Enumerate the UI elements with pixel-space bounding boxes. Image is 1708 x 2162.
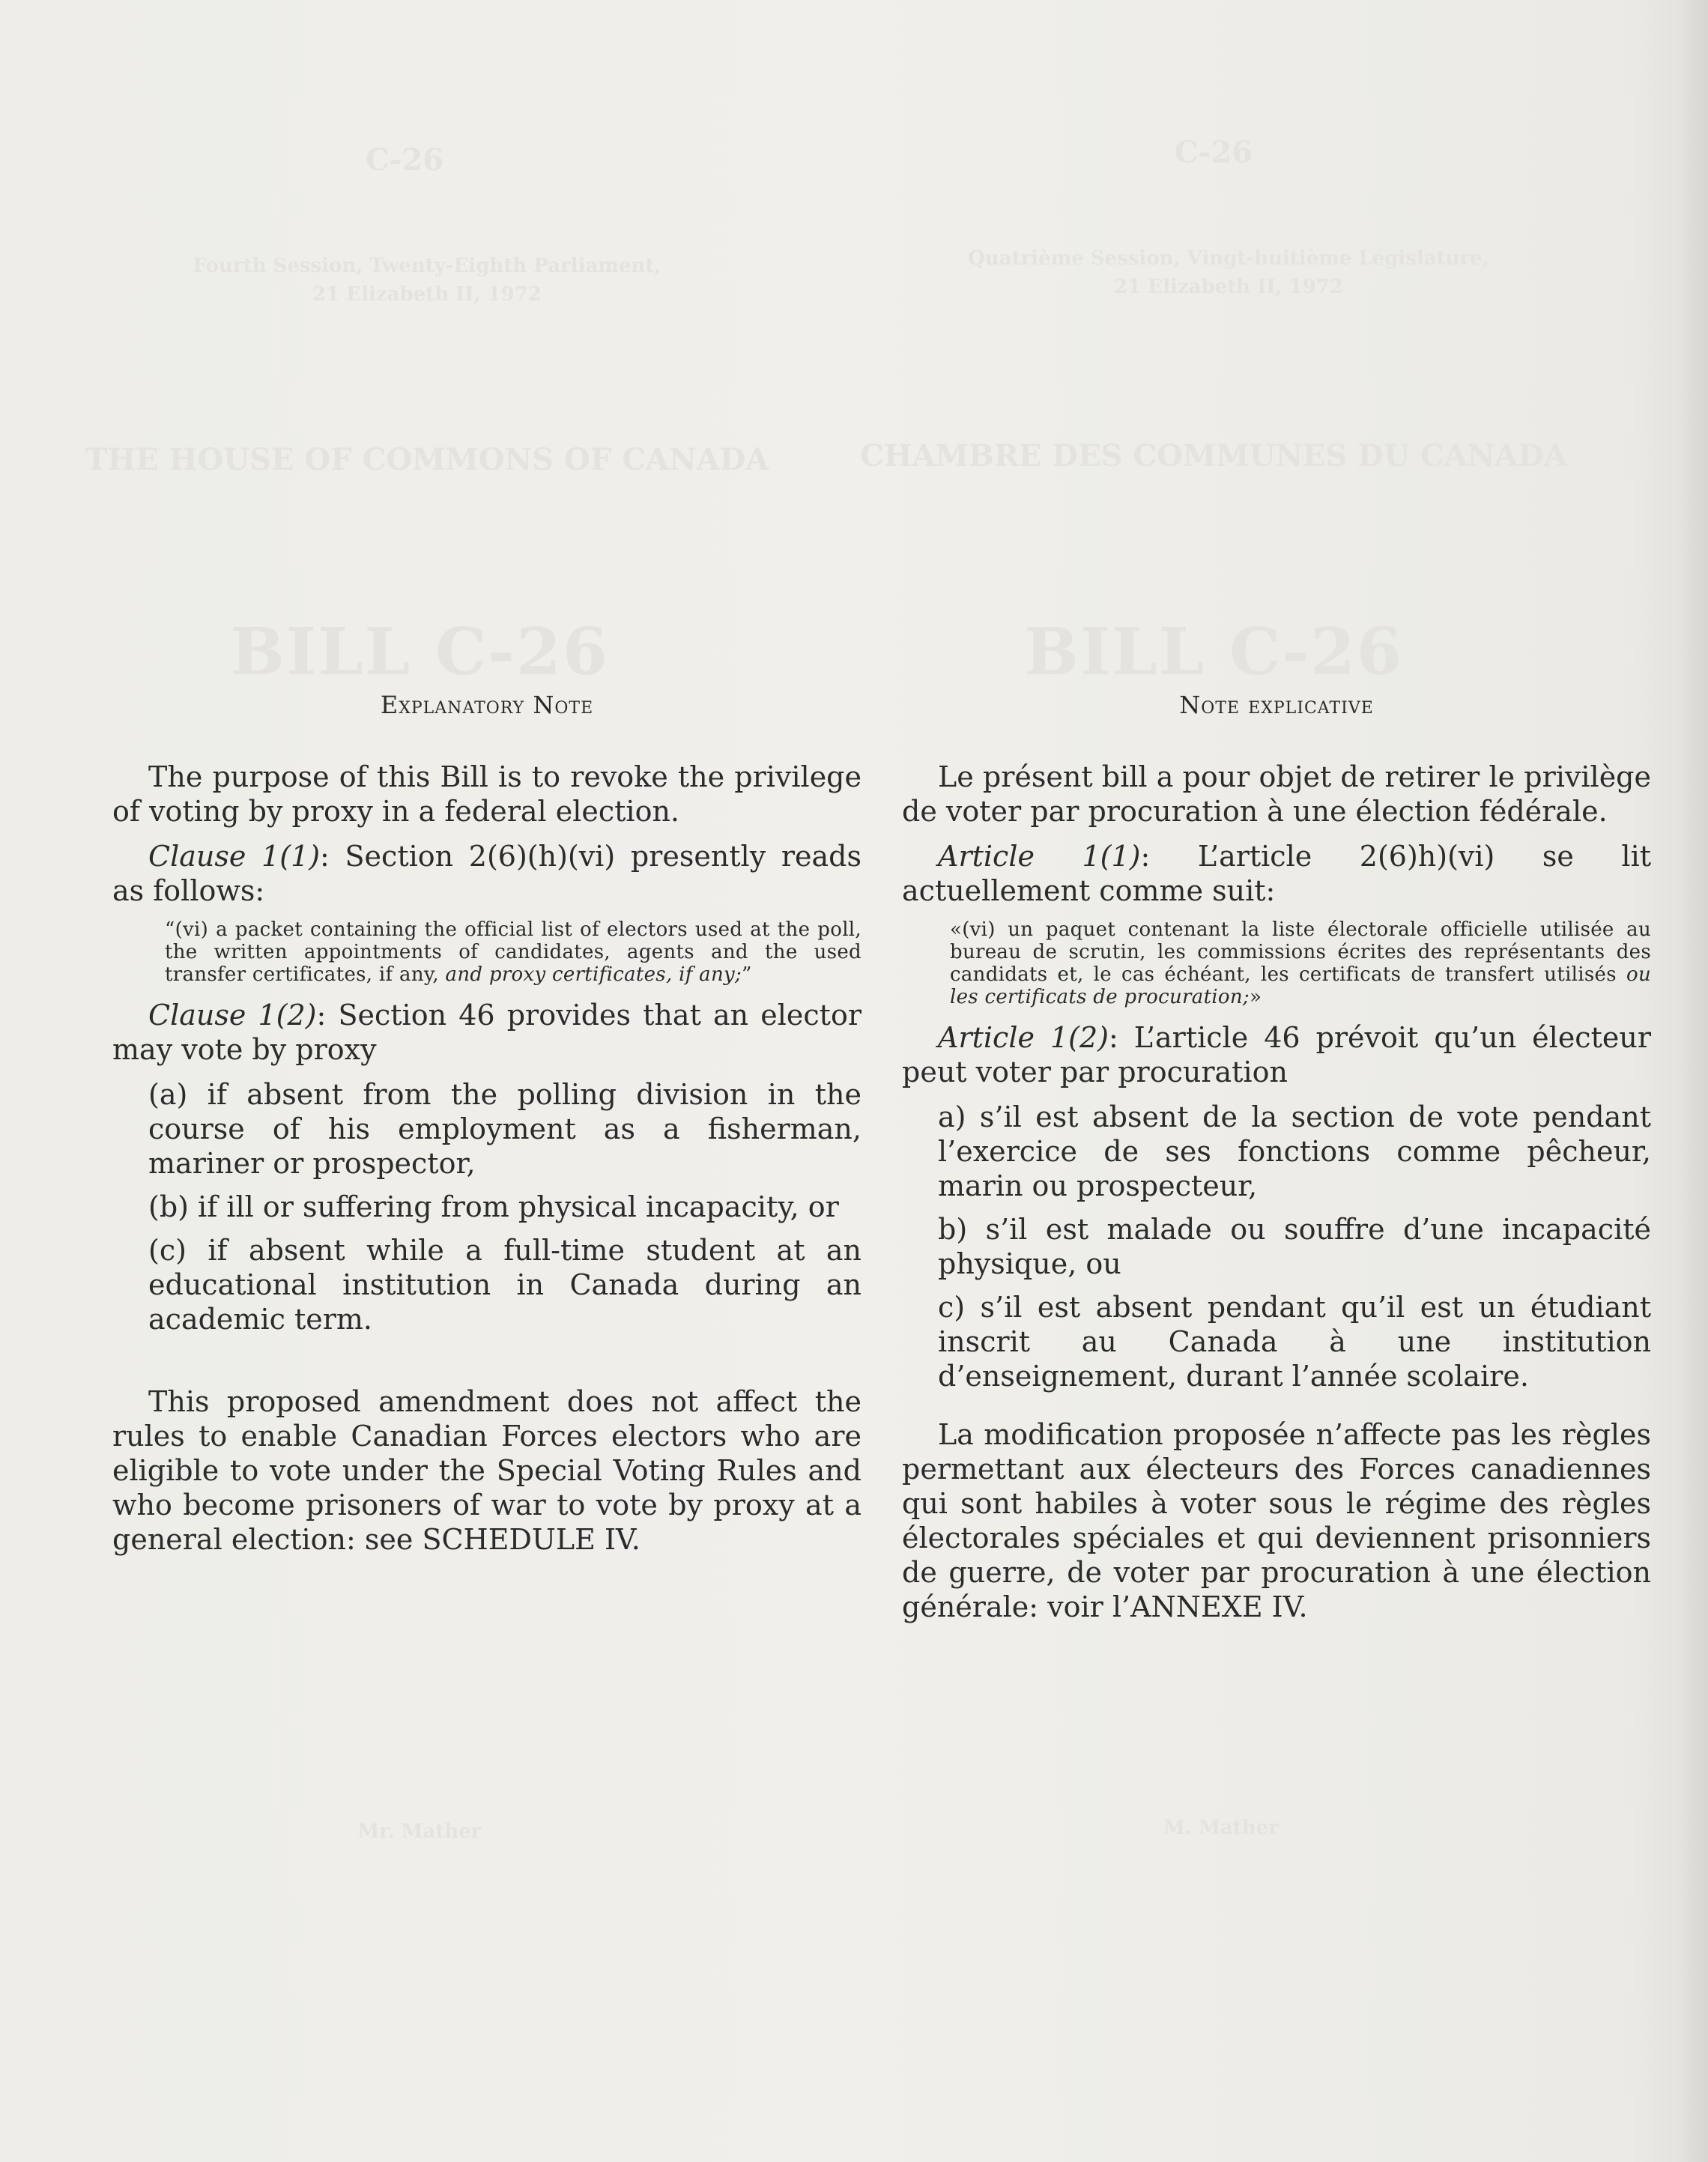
- alinea-c: c) s’il est absent pendant qu’il est un étudiant inscrit au Canada à une institution d’enseignement, durant l’année scolaire.: [938, 1291, 1651, 1393]
- item-a: (a) if absent from the polling division in the course of his employment as a fisherman, mariner or prospector,: [148, 1078, 861, 1180]
- article-1-1-text: : L’article 2(6)h)(vi) se lit actuellement comme suit:: [902, 840, 1651, 907]
- spacer: [902, 1402, 1651, 1417]
- quoted-provision-close: ”: [742, 963, 752, 986]
- clause-1-2-text: : Section 46 provides that an elector may vote by proxy: [112, 999, 861, 1066]
- article-1-2-paragraph: [902, 1020, 1651, 1089]
- ghost-member-left: Mr. Mather: [357, 1820, 482, 1843]
- purpose-paragraph: The purpose of this Bill is to revoke the privilege of voting by proxy in a federal election.: [112, 760, 861, 828]
- ghost-session-right: Quatrième Session, Vingt-huitième Législature,: [968, 247, 1489, 270]
- objet-paragraph: Le présent bill a pour objet de retirer le privilège de voter par procuration à une élection fédérale.: [902, 760, 1651, 828]
- alinea-a: a) s’il est absent de la section de vote pendant l’exercice de ses fonctions comme pêcheur, marin ou prospecteur,: [938, 1100, 1651, 1202]
- modification-paragraph: La modification proposée n’affecte pas les règles permettant aux électeurs des Forces canadiennes qui sont habiles à voter sous le régime des règles électorales spéciales et qui deviennent prisonniers de guerre, de voter par procuration à une élection générale: voir l’ANNEXE IV.: [902, 1418, 1651, 1623]
- item-c: (c) if absent while a full-time student at an educational institution in Canada during an academic term.: [148, 1234, 861, 1336]
- note-explicative-heading: Note explicative: [1179, 691, 1374, 719]
- clause-1-2-label: Clause 1(2): [148, 999, 317, 1032]
- item-b: (b) if ill or suffering from physical incapacity, or: [148, 1190, 839, 1223]
- quoted-provision-text: “(vi) a packet containing the official list of electors used at the poll, the written appointments of candidates, agents and the used transfer certificates, if any,: [165, 918, 861, 986]
- article-1-1-label: Article 1(1): [938, 840, 1141, 873]
- ghost-bill-title-left: BILL C-26: [230, 614, 609, 690]
- article-1-1-paragraph: [902, 839, 1651, 908]
- spacer: [112, 1345, 861, 1384]
- clause-1-2-paragraph: [112, 998, 861, 1067]
- alinea-b: b) s’il est malade ou souffre d’une incapacité physique, ou: [938, 1213, 1651, 1280]
- ghost-session-left: Fourth Session, Twenty-Eighth Parliament,: [193, 255, 661, 277]
- ghost-bill-number-right: C-26: [1174, 135, 1253, 170]
- article-1-2-label: Article 1(2): [938, 1021, 1109, 1054]
- amendment-paragraph: This proposed amendment does not affect the rules to enable Canadian Forces electors who are eligible to vote under the Special Voting Rules and who become prisoners of war to vote by proxy at a general election: see SCHEDULE IV.: [112, 1385, 861, 1556]
- quoted-provision: [165, 918, 861, 986]
- clause-1-1-text: : Section 2(6)(h)(vi) presently reads as follows:: [112, 840, 861, 907]
- ghost-house-right: CHAMBRE DES COMMUNES DU CANADA: [859, 438, 1568, 473]
- disposition-citee-close: »: [1250, 986, 1262, 1008]
- disposition-citee-italic: ou les certificats de procuration;: [950, 963, 1651, 1008]
- disposition-citee-text: «(vi) un paquet contenant la liste électorale officielle utilisée au bureau de scrutin, les commissions écrites des représentants des candidats et, le cas échéant, les certificats de transfert utilisés: [950, 918, 1651, 986]
- ghost-house-left: THE HOUSE OF COMMONS OF CANADA: [85, 442, 769, 477]
- ghost-session-left-2: 21 Elizabeth II, 1972: [312, 283, 542, 306]
- article-1-2-text: : L’article 46 prévoit qu’un électeur peut voter par procuration: [902, 1021, 1651, 1088]
- english-column: [112, 674, 861, 1567]
- explanatory-note-heading: Explanatory Note: [380, 691, 594, 719]
- ghost-session-right-2: 21 Elizabeth II, 1972: [1114, 276, 1343, 298]
- quoted-provision-italic: and proxy certificates, if any;: [445, 963, 742, 986]
- clause-1-1-paragraph: [112, 839, 861, 908]
- disposition-citee: [950, 918, 1651, 1008]
- ghost-member-right: M. Mather: [1163, 1817, 1279, 1839]
- clause-1-1-label: Clause 1(1): [148, 840, 321, 873]
- ghost-bill-title-right: BILL C-26: [1024, 614, 1403, 690]
- page-edge-shadow: [1678, 0, 1708, 2162]
- ghost-bill-number-left: C-26: [365, 142, 444, 178]
- french-column: [902, 674, 1651, 1635]
